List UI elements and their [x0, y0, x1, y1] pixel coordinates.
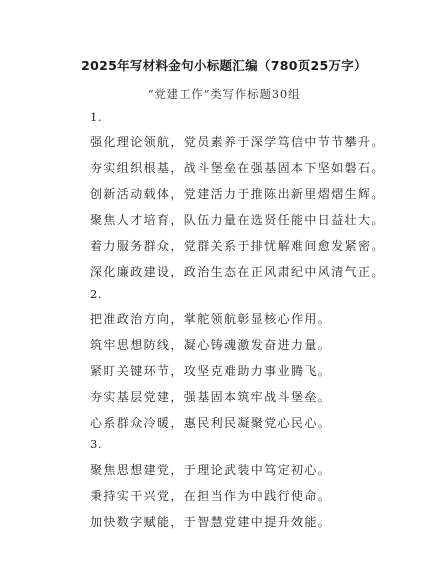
title-line: 强化理论领航，党员素养于深学笃信中节节攀升。 [90, 135, 385, 149]
title-line: 聚焦思想建党，于理论武装中笃定初心。 [90, 463, 332, 477]
title-line: 创新活动载体，党建活力于推陈出新里熠熠生辉。 [90, 187, 385, 201]
title-line: 夯实基层党建，强基固本筑牢战斗堡垒。 [90, 390, 332, 404]
title-line: 心系群众冷暖，惠民利民凝聚党心民心。 [90, 416, 332, 430]
group-number: 2. [90, 287, 102, 301]
title-line: 夯实组织根基，战斗堡垒在强基固本下坚如磐石。 [90, 161, 385, 175]
document-title: 2025年写材料金句小标题汇编（780页25万字） [81, 58, 367, 73]
document-subtitle: “党建工作”类写作标题30组 [147, 87, 301, 101]
group-number: 1. [90, 110, 102, 124]
title-line: 筑牢思想防线，凝心铸魂激发奋进力量。 [90, 338, 332, 352]
title-line: 加快数字赋能，于智慧党建中提升效能。 [90, 515, 332, 529]
title-line: 着力服务群众，党群关系于排忧解难间愈发紧密。 [90, 239, 385, 253]
title-line: 深化廉政建设，政治生态在正风肃纪中风清气正。 [90, 265, 385, 279]
title-line: 聚焦人才培育，队伍力量在选贤任能中日益壮大。 [90, 213, 385, 227]
title-line: 把准政治方向，掌舵领航彰显核心作用。 [90, 312, 332, 326]
title-line: 紧盯关键环节，攻坚克难助力事业腾飞。 [90, 364, 332, 378]
title-line: 秉持实干兴党，在担当作为中践行使命。 [90, 489, 332, 503]
group-number: 3. [90, 437, 102, 451]
